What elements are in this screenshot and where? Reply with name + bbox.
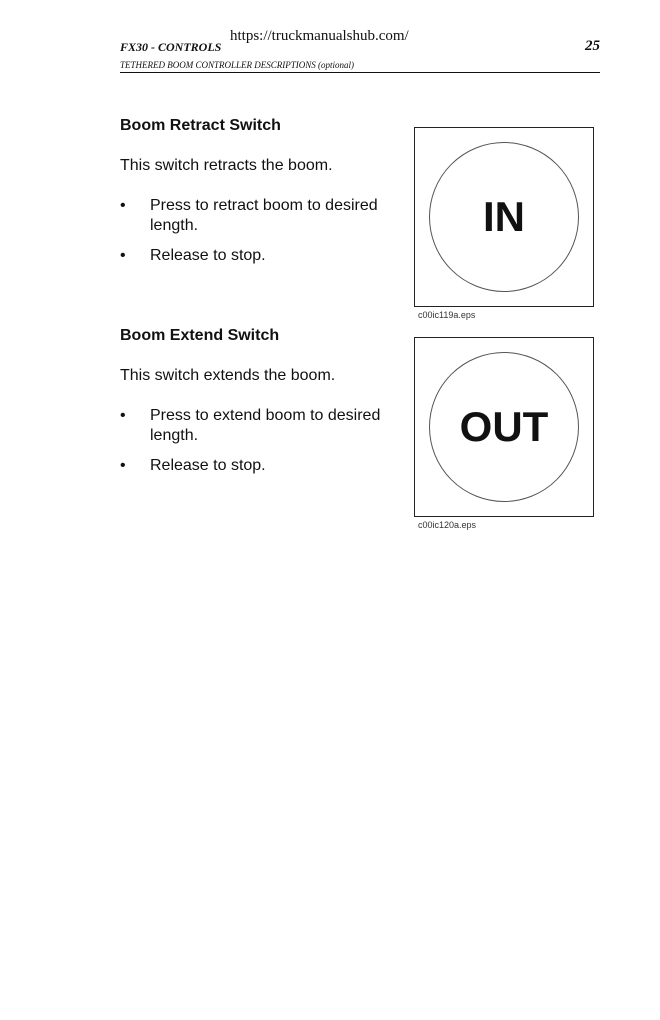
section-boom-retract bbox=[120, 116, 390, 276]
switch-label: IN bbox=[483, 193, 525, 240]
header-subtitle-text: TETHERED BOOM CONTROLLER DESCRIPTIONS bbox=[120, 60, 316, 70]
list-item-text: Press to retract boom to desired length. bbox=[150, 197, 378, 234]
switch-label: OUT bbox=[459, 403, 549, 450]
list-item bbox=[120, 246, 390, 266]
bullet-icon: • bbox=[120, 197, 126, 214]
list-item-text: Release to stop. bbox=[150, 247, 266, 264]
list-item-text: Release to stop. bbox=[150, 457, 266, 474]
bullet-icon: • bbox=[120, 407, 126, 424]
page-number: 25 bbox=[585, 38, 600, 54]
bullet-list bbox=[120, 196, 390, 266]
section-intro: This switch extends the boom. bbox=[120, 367, 336, 384]
bullet-list bbox=[120, 406, 390, 476]
switch-circle-icon bbox=[429, 142, 579, 292]
list-item bbox=[120, 196, 390, 236]
figure-out-switch bbox=[414, 337, 594, 517]
list-item bbox=[120, 456, 390, 476]
section-heading: Boom Retract Switch bbox=[120, 117, 281, 134]
section-heading: Boom Extend Switch bbox=[120, 327, 280, 344]
figure-caption: c00ic119a.eps bbox=[418, 310, 476, 320]
header-subtitle bbox=[120, 60, 354, 70]
bullet-icon: • bbox=[120, 457, 126, 474]
section-intro: This switch retracts the boom. bbox=[120, 157, 333, 174]
header-title: FX30 - CONTROLS bbox=[120, 40, 222, 54]
list-item bbox=[120, 406, 390, 446]
switch-circle-icon bbox=[429, 352, 579, 502]
figure-caption: c00ic120a.eps bbox=[418, 520, 477, 530]
bullet-icon: • bbox=[120, 247, 126, 264]
figure-in-switch bbox=[414, 127, 594, 307]
list-item-text: Press to extend boom to desired length. bbox=[150, 407, 381, 444]
watermark-url: https://truckmanualshub.com/ bbox=[230, 28, 409, 44]
section-boom-extend bbox=[120, 326, 390, 486]
header-subtitle-note: (optional) bbox=[318, 60, 355, 70]
header-rule bbox=[120, 72, 600, 73]
